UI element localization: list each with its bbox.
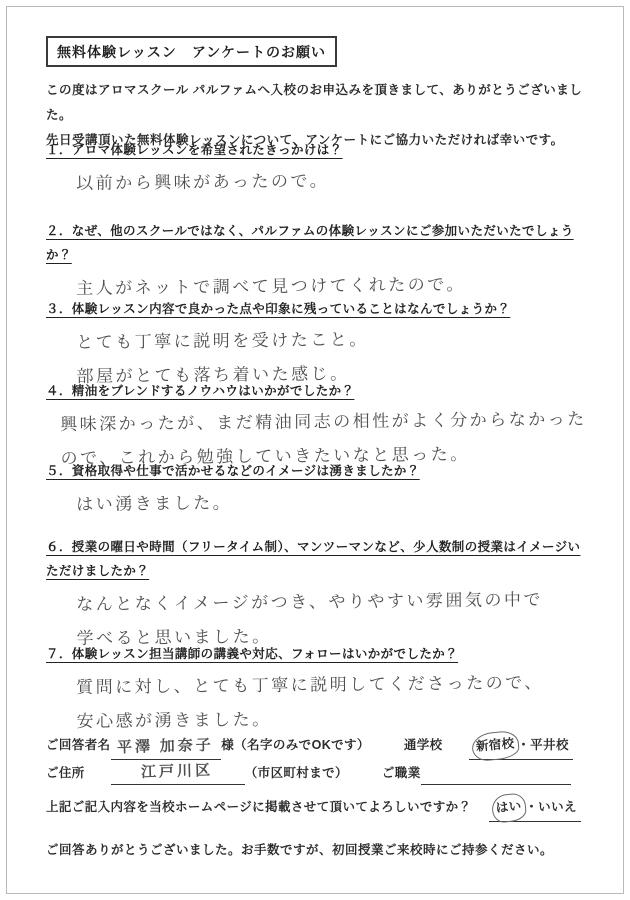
respondent-name-label: ご回答者名 bbox=[46, 738, 111, 752]
answer-line: 学べると思いました。 bbox=[76, 626, 272, 648]
question-block-1 bbox=[46, 138, 592, 201]
answer-line: 以前から興味があったので。 bbox=[76, 171, 330, 193]
answer-line: ので、これから勉強していきたいなと思った。 bbox=[60, 444, 470, 468]
permission-choices: はい ・いいえ bbox=[489, 795, 580, 822]
question-3-label: ３．体験レッスン内容で良かった点や印象に残っていることはなんでしょうか？ bbox=[46, 302, 511, 316]
page-title: 無料体験レッスン アンケートのお願い bbox=[46, 36, 337, 67]
address-field bbox=[111, 760, 245, 785]
question-4-label: ４．精油をブレンドするノウハウはいかがでしたか？ bbox=[46, 384, 355, 398]
answer-line: なんとなくイメージがつき、やりやすい雰囲気の中で bbox=[76, 590, 544, 614]
answer-line: 質問に対し、とても丁寧に説明してくださったので、 bbox=[76, 673, 544, 697]
intro-line-1: この度はアロマスクール パルファムへ入校のお申込みを頂きまして、ありがとうございました。 bbox=[46, 83, 583, 122]
address-value: 江戸川区 bbox=[140, 763, 213, 781]
school-alternative: 平井校 bbox=[530, 738, 569, 752]
answer-line: とても丁寧に説明を受けたこと。 bbox=[76, 329, 369, 352]
address-note: （市区町村まで） bbox=[244, 766, 348, 780]
respondent-name-value: 平澤 加奈子 bbox=[116, 737, 214, 757]
school-label: 通学校 bbox=[403, 738, 443, 752]
respondent-name-row bbox=[46, 733, 592, 760]
address-label: ご住所 bbox=[46, 766, 85, 780]
permission-question: 上記ご記入内容を当校ホームページに掲載させて頂いてよろしいですか？ bbox=[46, 800, 472, 814]
question-6-label: ６．授業の曜日や時間（フリータイム制）、マンツーマンなど、少人数制の授業はイメージいただけましたか？ bbox=[46, 540, 581, 578]
permission-selected-circle: はい bbox=[491, 793, 527, 824]
job-label: ご職業 bbox=[381, 766, 421, 780]
question-7-answer bbox=[76, 666, 593, 739]
school-options: 新宿校 ・平井校 bbox=[469, 733, 573, 760]
question-block-5 bbox=[46, 459, 592, 522]
respondent-name-field bbox=[111, 735, 222, 760]
school-selected-circle: 新宿校 bbox=[470, 730, 519, 762]
question-block-6 bbox=[46, 535, 592, 656]
question-1-label: １．アロマ体験レッスンを希望されたきっかけは？ bbox=[46, 143, 343, 157]
question-block-7 bbox=[46, 642, 592, 739]
respondent-address-row bbox=[46, 760, 592, 785]
permission-declined: いいえ bbox=[538, 800, 577, 814]
answer-line: 興味深かったが、まだ精油同志の相性がよく分からなかった bbox=[60, 409, 587, 434]
question-1-answer bbox=[76, 162, 592, 201]
question-2-label: ２．なぜ、他のスクールではなく、パルファムの体験レッスンにご参加いただいたでしょうか？ bbox=[46, 224, 574, 262]
intro-line-2: 先日受講頂いた無料体験レッスンについて、アンケートにご協力いただければ幸いです。 bbox=[46, 133, 564, 147]
answer-line: はい湧きました。 bbox=[76, 493, 233, 514]
question-block-2 bbox=[46, 219, 592, 306]
question-7-label: ７．体験レッスン担当講師の講義や対応、フォローはいかがでしたか？ bbox=[46, 647, 459, 661]
job-field bbox=[421, 770, 571, 785]
question-5-label: ５．資格取得や仕事で活かせるなどのイメージは湧きましたか？ bbox=[46, 464, 420, 478]
answer-line: 安心感が湧きました。 bbox=[76, 709, 272, 731]
answer-line: 部屋がとても落ち着いた感じ。 bbox=[76, 364, 350, 386]
closing-text: ご回答ありがとうございました。お手数ですが、初回授業ご来校時にご持参ください。 bbox=[46, 843, 554, 857]
question-5-answer bbox=[76, 483, 592, 522]
answer-line: 主人がネットで調べて見つけてくれたので。 bbox=[76, 274, 466, 298]
publication-permission-row bbox=[46, 795, 592, 822]
respondent-name-note: 様（名字のみでOKです） bbox=[221, 738, 370, 752]
